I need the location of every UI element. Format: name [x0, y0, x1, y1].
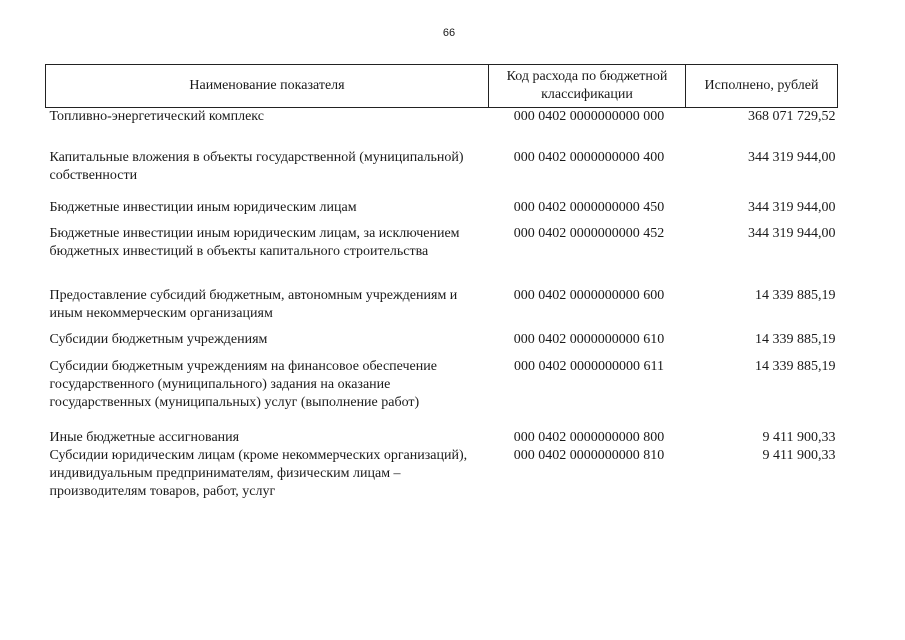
budget-execution-table	[45, 64, 838, 501]
row-name: Топливно-энергетический комплекс	[49, 109, 264, 124]
row-name: Капитальные вложения в объекты государственной (муниципальной) собственности	[49, 149, 464, 183]
row-name: Бюджетные инвестиции иным юридическим лицам, за исключением бюджетных инвестиций в объекты капитального строительства	[49, 225, 460, 259]
row-code: 000 0402 0000000000 000	[513, 109, 665, 124]
row-code: 000 0402 0000000000 600	[513, 287, 665, 303]
table-row	[46, 225, 838, 287]
row-executed: 9 411 900,33	[762, 447, 836, 463]
row-name: Субсидии бюджетным учреждениям	[49, 331, 268, 347]
table-row	[46, 429, 838, 447]
row-executed: 344 319 944,00	[748, 149, 836, 165]
row-name: Субсидии юридическим лицам (кроме некоммерческих организаций), индивидуальным предпринимателям, физическим лицам – производителям товаров, работ, услуг	[49, 447, 468, 499]
row-code: 000 0402 0000000000 400	[513, 149, 665, 165]
table-header-row	[46, 65, 838, 108]
table-row	[46, 331, 838, 358]
row-code: 000 0402 0000000000 610	[513, 331, 665, 347]
row-executed: 14 339 885,19	[755, 358, 836, 374]
table-row	[46, 447, 838, 501]
row-code: 000 0402 0000000000 810	[513, 447, 665, 463]
table-row	[46, 108, 838, 149]
header-indicator-name: Наименование показателя	[46, 65, 489, 108]
page-number: 66	[442, 27, 456, 39]
row-executed: 344 319 944,00	[748, 225, 836, 241]
row-name: Бюджетные инвестиции иным юридическим лицам	[49, 199, 357, 215]
table-row	[46, 149, 838, 199]
header-executed-amount: Исполнено, рублей	[686, 65, 838, 108]
row-code: 000 0402 0000000000 800	[513, 429, 665, 445]
row-code: 000 0402 0000000000 452	[513, 225, 665, 241]
row-executed: 14 339 885,19	[755, 287, 836, 303]
row-executed: 368 071 729,52	[748, 109, 836, 124]
row-name: Предоставление субсидий бюджетным, автономным учреждениям и иным некоммерческим организациям	[49, 287, 458, 321]
row-executed: 9 411 900,33	[762, 429, 836, 445]
row-name: Иные бюджетные ассигнования	[49, 429, 240, 445]
table-row	[46, 199, 838, 225]
row-name: Субсидии бюджетным учреждениям на финансовое обеспечение государственного (муниципального) задания на оказание государственных (муниципальных) услуг (выполнение работ)	[49, 358, 437, 410]
row-executed: 14 339 885,19	[755, 331, 836, 347]
row-code: 000 0402 0000000000 450	[513, 199, 665, 215]
row-code: 000 0402 0000000000 611	[514, 358, 664, 374]
table-row	[46, 358, 838, 429]
table-row	[46, 287, 838, 331]
header-budget-code: Код расхода по бюджетной классификации	[489, 65, 686, 108]
row-executed: 344 319 944,00	[748, 199, 836, 215]
